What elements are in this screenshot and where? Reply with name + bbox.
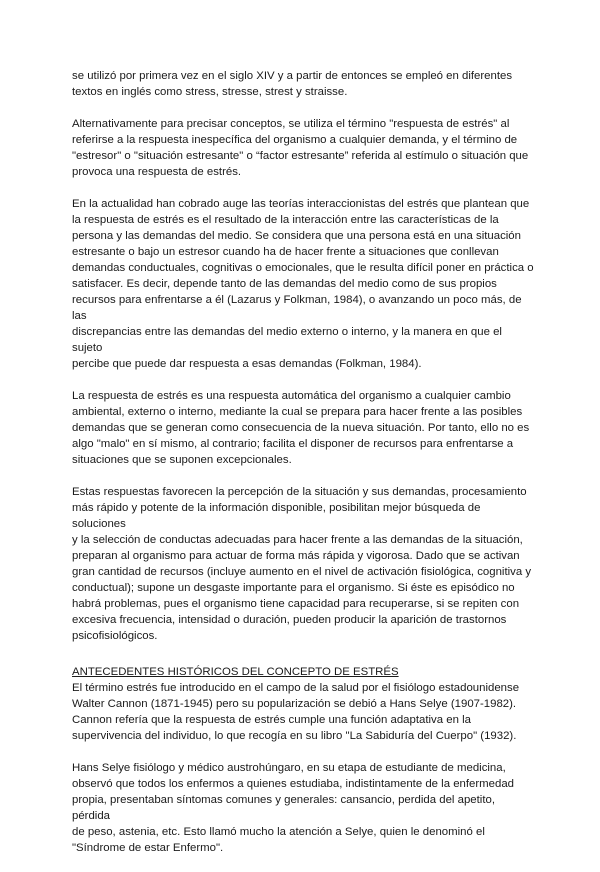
section-heading: ANTECEDENTES HISTÓRICOS DEL CONCEPTO DE ESTRÉS bbox=[72, 666, 399, 678]
paragraph-2: Alternativamente para precisar conceptos, se utiliza el término "respuesta de estrés" al referirse a la respuesta inespecífica del organismo a cualquier demanda, y el término de "estresor" o "situación estresante" o “factor estresante” referida al estímulo o situación que provoca una respuesta de estrés. bbox=[72, 118, 529, 178]
section-paragraph-2: Hans Selye fisiólogo y médico austrohúngaro, en su etapa de estudiante de medicina, observó que todos los enfermos a quienes estudiaba, indistintamente de la enfermedad propia, presentaban síntomas comunes y generales: cansancio, perdida del apetito, pérdida de peso, astenia, etc. Esto llamó mucho la atención a Selye, quien le denominó el "Síndrome de estar Enfermo". bbox=[72, 762, 514, 854]
paragraph-5: Estas respuestas favorecen la percepción de la situación y sus demandas, procesamiento más rápido y potente de la información disponible, posibilitan mejor búsqueda de soluciones y la selección de conductas adecuadas para hacer frente a las demandas de la situación, preparan al organismo para actuar de forma más rápida y vigorosa. Dado que se activan gran cantidad de recursos (incluye aumento en el nivel de activación fisiológica, cognitiva y conductual); supone un desgaste importante para el organismo. Si éste es episódico no habrá problemas, pues el organismo tiene capacidad para recuperarse, si se repiten con excesiva frecuencia, intensidad o duración, pueden producir la aparición de trastornos psicofisiológicos. bbox=[72, 486, 532, 642]
section-paragraph-1: El término estrés fue introducido en el campo de la salud por el fisiólogo estadounidense Walter Cannon (1871-1945) pero su popularización se debió a Hans Selye (1907-1982). Cannon refería que la respuesta de estrés cumple una función adaptativa en la supervivencia del individuo, lo que recogía en su libro "La Sabiduría del Cuerpo" (1932). bbox=[72, 682, 520, 742]
paragraph-1: se utilizó por primera vez en el siglo XIV y a partir de entonces se empleó en diferentes textos en inglés como stress, stresse, strest y straisse. bbox=[72, 70, 513, 98]
paragraph-3: En la actualidad han cobrado auge las teorías interaccionistas del estrés que plantean que la respuesta de estrés es el resultado de la interacción entre las características de la persona y las demandas del medio. Se considera que una persona está en una situación estresante o bajo un estresor cuando ha de hacer frente a situaciones que conllevan demandas conductuales, cognitivas o emocionales, que le resulta difícil poner en práctica o satisfacer. Es decir, depende tanto de las demandas del medio como de sus propios recursos para enfrentarse a él (Lazarus y Folkman, 1984), o avanzando un poco más, de las discrepancias entre las demandas del medio externo o interno, y la manera en que el sujeto percibe que puede dar respuesta a esas demandas (Folkman, 1984). bbox=[72, 198, 534, 370]
paragraph-4: La respuesta de estrés es una respuesta automática del organismo a cualquier cambio ambiental, externo o interno, mediante la cual se prepara para hacer frente a las posibles demandas que se generan como consecuencia de la nueva situación. Por tanto, ello no es algo "malo" en sí mismo, al contrario; facilita el disponer de recursos para enfrentarse a situaciones que se suponen excepcionales. bbox=[72, 390, 530, 466]
section-historical-background bbox=[72, 664, 534, 856]
document-page bbox=[72, 68, 534, 872]
